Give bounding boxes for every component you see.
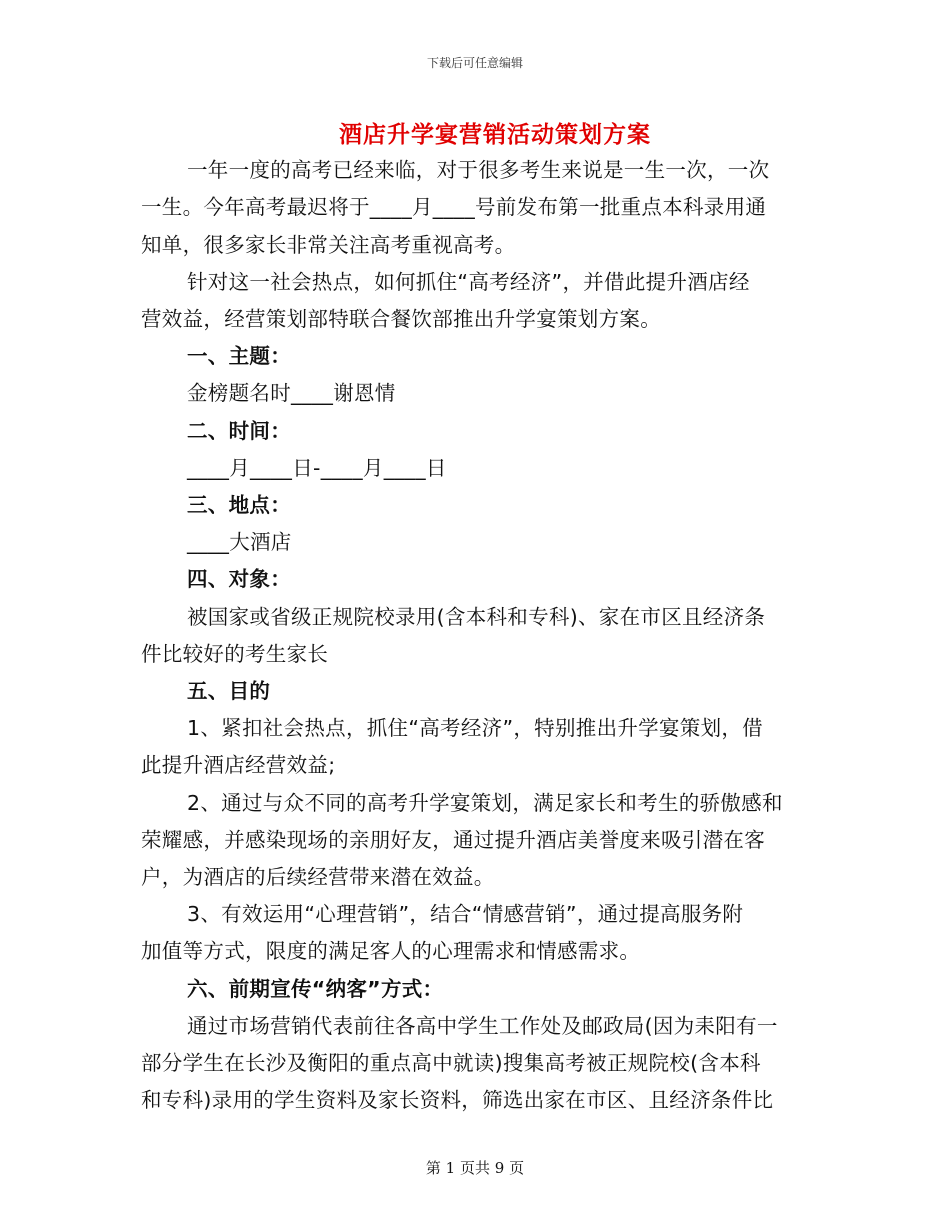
paragraph-line: 此提升酒店经营效益; <box>141 753 336 777</box>
page-number: 第 1 页共 9 页 <box>425 1159 525 1177</box>
header-note: 下载后可任意编辑 <box>426 56 523 70</box>
section-heading-audience: 四、对象： <box>187 567 291 591</box>
section-heading-time: 二、时间： <box>187 419 291 443</box>
document-title: 酒店升学宴营销活动策划方案 <box>339 122 651 148</box>
paragraph-line: 被国家或省级正规院校录用(含本科和专科)、家在市区且经济条 <box>187 605 766 629</box>
paragraph-line: 加值等方式，限度的满足客人的心理需求和情感需求。 <box>141 939 641 963</box>
paragraph-line: 针对这一社会热点，如何抓住“高考经济”，并借此提升酒店经 <box>187 270 750 294</box>
paragraph-line: ____月____日-____月____日 <box>187 456 447 480</box>
paragraph-line: 件比较好的考生家长 <box>141 642 329 666</box>
paragraph-line: 3、有效运用“心理营销”，结合“情感营销”，通过提高服务附 <box>187 902 744 926</box>
paragraph-line: ____大酒店 <box>187 530 292 554</box>
paragraph-line: 2、通过与众不同的高考升学宴策划，满足家长和考生的骄傲感和 <box>187 791 783 815</box>
section-heading-theme: 一、主题： <box>187 344 291 368</box>
section-heading-location: 三、地点： <box>187 493 291 517</box>
paragraph-line: 部分学生在长沙及衡阳的重点高中就读)搜集高考被正规院校(含本科 <box>141 1051 761 1075</box>
paragraph-line: 户，为酒店的后续经营带来潜在效益。 <box>141 865 495 889</box>
paragraph-line: 1、紧扣社会热点，抓住“高考经济”，特别推出升学宴策划，借 <box>187 716 763 740</box>
paragraph-line: 一年一度的高考已经来临，对于很多考生来说是一生一次，一次 <box>187 158 770 182</box>
paragraph-line: 知单，很多家长非常关注高考重视高考。 <box>141 233 516 257</box>
section-heading-promotion: 六、前期宣传“纳客”方式： <box>187 977 444 1001</box>
paragraph-line: 荣耀感，并感染现场的亲朋好友，通过提升酒店美誉度来吸引潜在客 <box>141 828 765 852</box>
paragraph-line: 一生。今年高考最迟将于____月____号前发布第一批重点本科录用通 <box>141 195 767 219</box>
paragraph-line: 和专科)录用的学生资料及家长资料，筛选出家在市区、且经济条件比 <box>141 1088 774 1112</box>
paragraph-line: 金榜题名时____谢恩情 <box>187 381 396 405</box>
paragraph-line: 通过市场营销代表前往各高中学生工作处及邮政局(因为耒阳有一 <box>187 1014 778 1038</box>
section-heading-purpose: 五、目的 <box>187 679 271 703</box>
paragraph-line: 营效益，经营策划部特联合餐饮部推出升学宴策划方案。 <box>141 307 661 331</box>
